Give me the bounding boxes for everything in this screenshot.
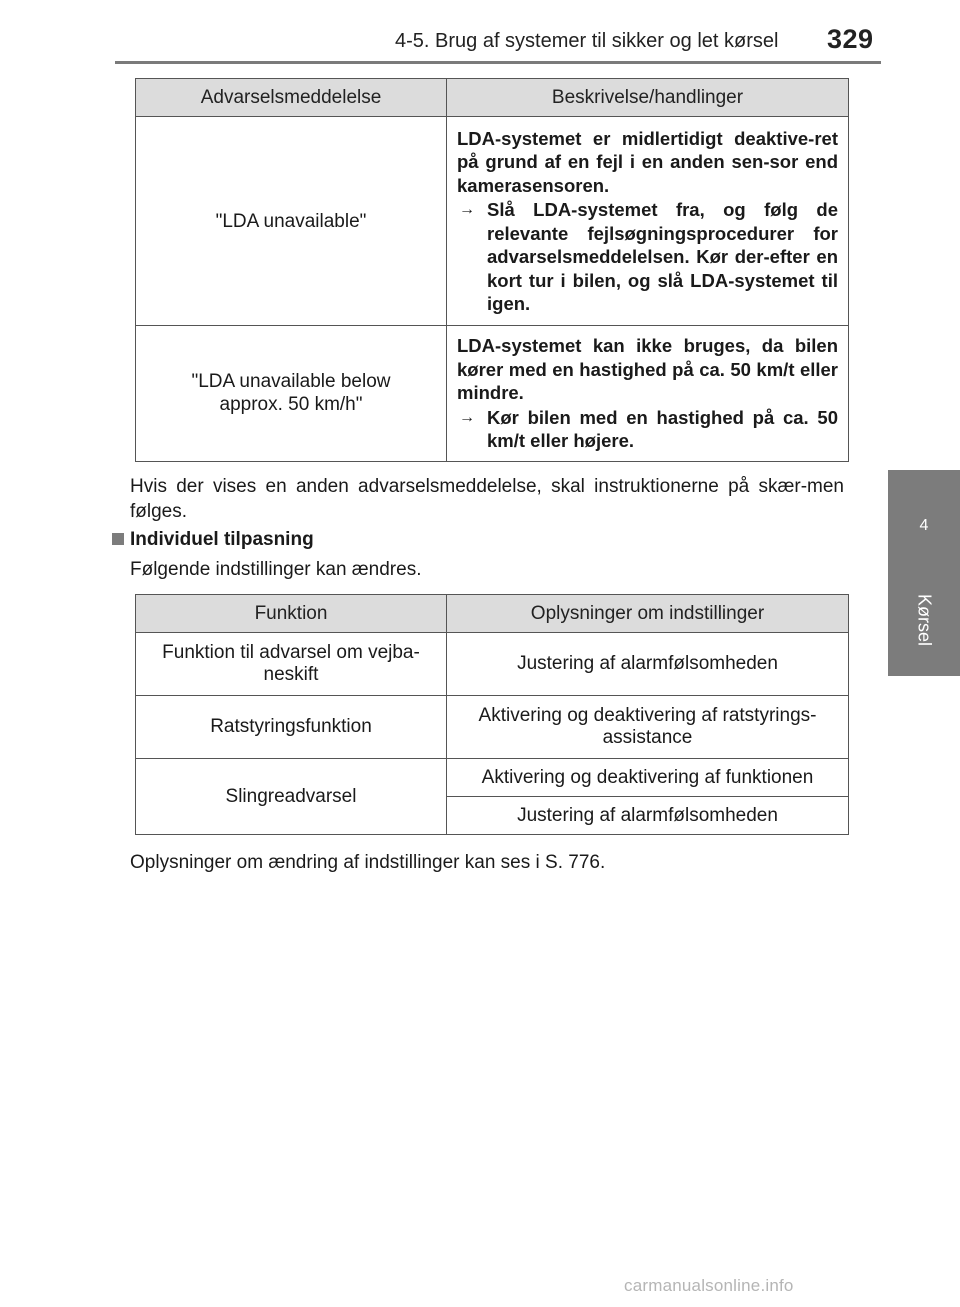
description-cell <box>447 117 849 326</box>
action-item <box>457 198 838 316</box>
settings-cell: Aktivering og deaktivering af ratstyrings-assistance <box>447 696 849 759</box>
warning-message-text: "LDA unavailable below approx. 50 km/h" <box>191 371 391 416</box>
section-title: 4-5. Brug af systemer til sikker og let kørsel <box>395 30 779 52</box>
section-heading-text: Individuel tilpasning <box>130 529 314 550</box>
page-number: 329 <box>827 24 874 54</box>
warning-message-table <box>135 78 849 462</box>
settings-cell: Aktivering og deaktivering af funktionen <box>447 759 849 797</box>
settings-table <box>135 594 849 835</box>
column-header: Advarselsmeddelelse <box>136 79 447 117</box>
function-cell: Slingreadvarsel <box>136 759 447 835</box>
column-header: Funktion <box>136 595 447 633</box>
header-divider <box>115 61 881 64</box>
intro-paragraph: Følgende indstillinger kan ændres. <box>130 559 422 580</box>
table-row <box>136 759 849 797</box>
function-cell: Funktion til advarsel om vejba-neskift <box>136 633 447 696</box>
settings-cell: Justering af alarmfølsomheden <box>447 797 849 835</box>
description-text: LDA-systemet er midlertidigt deaktive-ret på grund af en fejl i en anden sen-sor end kamerasensoren. <box>457 127 838 196</box>
column-header: Oplysninger om indstillinger <box>447 595 849 633</box>
action-text: Slå LDA-systemet fra, og følg de relevante fejlsøgningsprocedurer for advarselsmeddelelsen. Kør der-efter en kort tur i bilen, og slå LDA-systemet til igen. <box>487 199 838 314</box>
reference-note: Oplysninger om ændring af indstillinger kan ses i S. 776. <box>130 852 606 873</box>
table-header-row <box>136 79 849 117</box>
description-text: LDA-systemet kan ikke bruges, da bilen kører med en hastighed på ca. 50 km/t eller mindre. <box>457 335 838 403</box>
warning-message-cell: "LDA unavailable" <box>136 117 447 326</box>
table-row <box>136 326 849 462</box>
warning-message-cell <box>136 326 447 462</box>
action-item <box>457 406 838 453</box>
column-header: Beskrivelse/handlinger <box>447 79 849 117</box>
action-text: Kør bilen med en hastighed på ca. 50 km/t eller højere. <box>487 406 838 451</box>
table-row <box>136 117 849 326</box>
chapter-label: Kørsel <box>914 593 935 647</box>
table-header-row <box>136 595 849 633</box>
table-row <box>136 633 849 696</box>
chapter-label-wrapper <box>899 590 949 650</box>
chapter-number: 4 <box>919 517 929 534</box>
square-bullet-icon <box>112 533 124 545</box>
arrow-right-icon: → <box>459 201 475 218</box>
table-row <box>136 696 849 759</box>
section-heading <box>112 529 314 551</box>
note-paragraph: Hvis der vises en anden advarselsmeddelelse, skal instruktionerne på skær-men følges. <box>130 476 844 522</box>
description-cell <box>447 326 849 462</box>
watermark: carmanualsonline.info <box>624 1276 794 1295</box>
arrow-right-icon: → <box>459 408 475 426</box>
settings-cell: Justering af alarmfølsomheden <box>447 633 849 696</box>
function-cell: Ratstyringsfunktion <box>136 696 447 759</box>
